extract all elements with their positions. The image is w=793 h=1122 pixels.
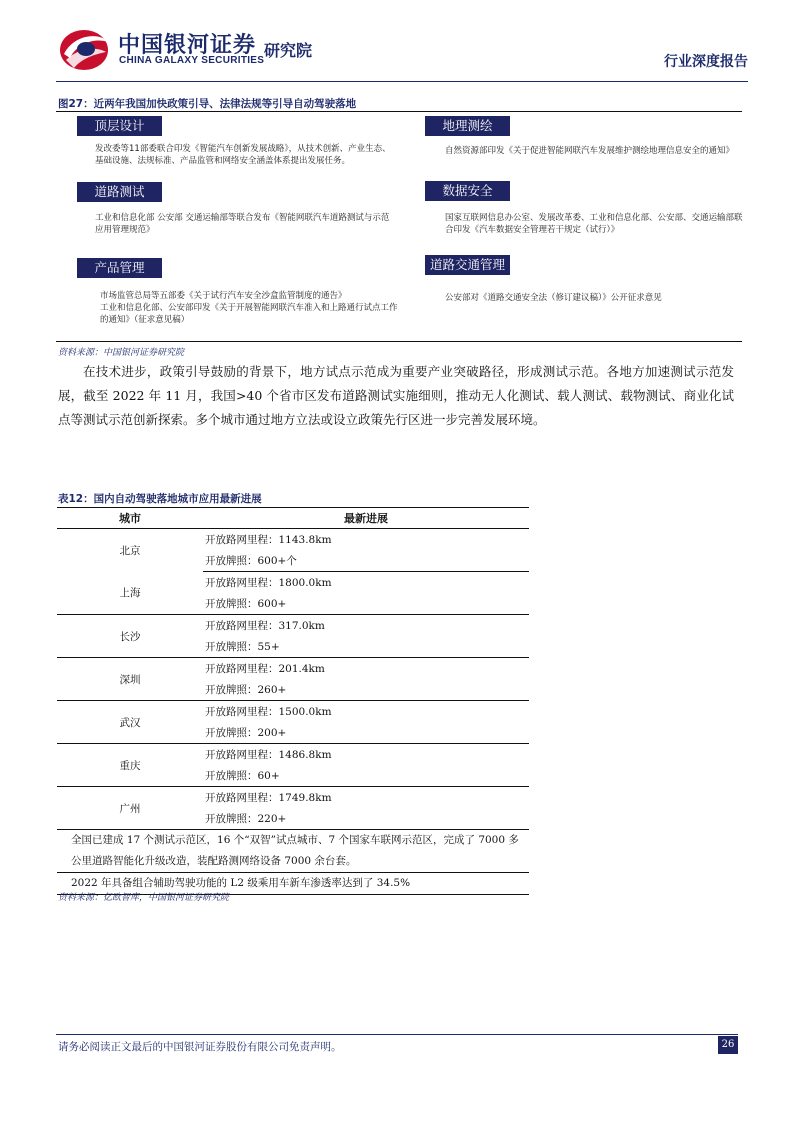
page-number: 26 xyxy=(718,1036,738,1054)
cell-plates: 开放牌照：60+ xyxy=(203,765,529,787)
text-road-test: 工业和信息化部 公安部 交通运输部等联合发布《智能网联汽车道路测试与示范应用管理规范》 xyxy=(95,213,390,235)
text-top-design: 发改委等11部委联合印发《智能汽车创新发展战略》，从技术创新、产业生态、基础设施、法规标准、产品监管和网络安全涵盖体系提出发展任务。 xyxy=(95,144,391,166)
cell-city: 上海 xyxy=(57,572,203,615)
cell-mileage: 开放路网里程：201.4km xyxy=(205,663,325,675)
footer-disclaimer: 请务必阅读正文最后的中国银河证券股份有限公司免责声明。 xyxy=(58,1041,342,1053)
figure-title: 图27：近两年我国加快政策引导、法律法规等引导自动驾驶落地 xyxy=(58,98,357,110)
table-row xyxy=(57,701,529,723)
company-logo xyxy=(56,24,112,74)
cell-plates: 开放牌照：260+ xyxy=(203,679,529,701)
header-divider xyxy=(56,81,748,82)
cell-city: 北京 xyxy=(119,544,141,557)
header-city: 城市 xyxy=(57,508,203,529)
cell-city: 深圳 xyxy=(57,658,203,701)
cell-plates: 开放牌照：55+ xyxy=(203,636,529,658)
cell-mileage: 开放路网里程：1143.8km xyxy=(205,534,332,546)
cell-plates: 开放牌照：200+ xyxy=(203,722,529,744)
cell-plates: 开放牌照：600+ xyxy=(203,593,529,615)
table-row xyxy=(57,787,529,809)
table-note: 全国已建成 17 个测试示范区，16 个“双智”试点城市、7 个国家车联网示范区，完成了 7000 多公里道路智能化升级改造，装配路测网络设备 7000 余台套。 xyxy=(57,830,529,873)
city-progress-table xyxy=(57,507,529,895)
cell-mileage: 开放路网里程：1500.0km xyxy=(205,706,332,718)
table-title: 表12：国内自动驾驶落地城市应用最新进展 xyxy=(58,493,262,505)
cell-mileage: 开放路网里程：317.0km xyxy=(205,620,325,632)
table-row xyxy=(57,658,529,680)
table-row xyxy=(57,615,529,637)
tag-product-mgmt: 产品管理 xyxy=(77,258,162,278)
table-source: 资料来源：亿欧智库，中国银河证券研究院 xyxy=(58,893,230,903)
tag-data-security: 数据安全 xyxy=(425,181,510,201)
cell-plates: 开放牌照：600+个 xyxy=(203,550,529,572)
tag-traffic-mgmt: 道路交通管理 xyxy=(425,255,510,275)
report-type: 行业深度报告 xyxy=(664,54,748,70)
logo-subtitle: 研究院 xyxy=(264,41,313,60)
table-row xyxy=(57,744,529,766)
cell-city: 长沙 xyxy=(57,615,203,658)
text-product-mgmt: 市场监管总局等五部委《关于试行汽车安全沙盒监管制度的通告》 工业和信息化部、公安部印发《关于开展智能网联汽车准入和上路通行试点工作的通知》（征求意见稿） xyxy=(100,291,398,325)
table-row xyxy=(57,529,529,551)
figure-bottom-rule xyxy=(56,341,742,342)
cell-city: 广州 xyxy=(57,787,203,830)
tag-geo-mapping: 地理测绘 xyxy=(425,116,510,136)
text-geo-mapping: 自然资源部印发《关于促进智能网联汽车发展维护测绘地理信息安全的通知》 xyxy=(445,146,735,156)
text-traffic-mgmt: 公安部对《道路交通安全法（修订建议稿）》公开征求意见 xyxy=(445,293,662,303)
table-note: 2022 年具备组合辅助驾驶功能的 L2 级乘用车新车渗透率达到了 34.5% xyxy=(57,873,529,895)
tag-road-test: 道路测试 xyxy=(77,182,162,202)
figure-source: 资料来源：中国银河证券研究院 xyxy=(58,348,185,358)
logo-name-en: CHINA GALAXY SECURITIES xyxy=(119,55,265,66)
cell-mileage: 开放路网里程：1749.8km xyxy=(205,792,332,804)
footer-divider xyxy=(56,1034,738,1035)
text-data-security: 国家互联网信息办公室、发展改革委、工业和信息化部、公安部、交通运输部联合印发《汽车数据安全管理若干规定（试行）》 xyxy=(445,213,743,235)
figure-top-rule xyxy=(56,111,742,112)
cell-mileage: 开放路网里程：1486.8km xyxy=(205,749,332,761)
table-row xyxy=(57,572,529,594)
header-progress: 最新进展 xyxy=(203,508,529,529)
cell-mileage: 开放路网里程：1800.0km xyxy=(205,577,332,589)
cell-city: 武汉 xyxy=(57,701,203,744)
table-header-row xyxy=(57,508,529,529)
body-paragraph: 在技术进步，政策引导鼓励的背景下，地方试点示范成为重要产业突破路径，形成测试示范。各地方加速测试示范发展，截至 2022 年 11 月，我国>40 个省市区发布道路测试实施细则，推动无人化测试、载人测试、载物测试、商业化试点等测试示范创新探索。多个城市通过地方立法或设立政策先行区进一步完善发展环境。 xyxy=(58,364,734,427)
logo-name-cn: 中国银河证券 xyxy=(118,33,257,58)
galaxy-swirl-logo-icon xyxy=(56,24,112,74)
tag-top-design: 顶层设计 xyxy=(77,116,162,136)
cell-city: 重庆 xyxy=(57,744,203,787)
table-note-row xyxy=(57,830,529,873)
cell-plates: 开放牌照：220+ xyxy=(203,808,529,830)
